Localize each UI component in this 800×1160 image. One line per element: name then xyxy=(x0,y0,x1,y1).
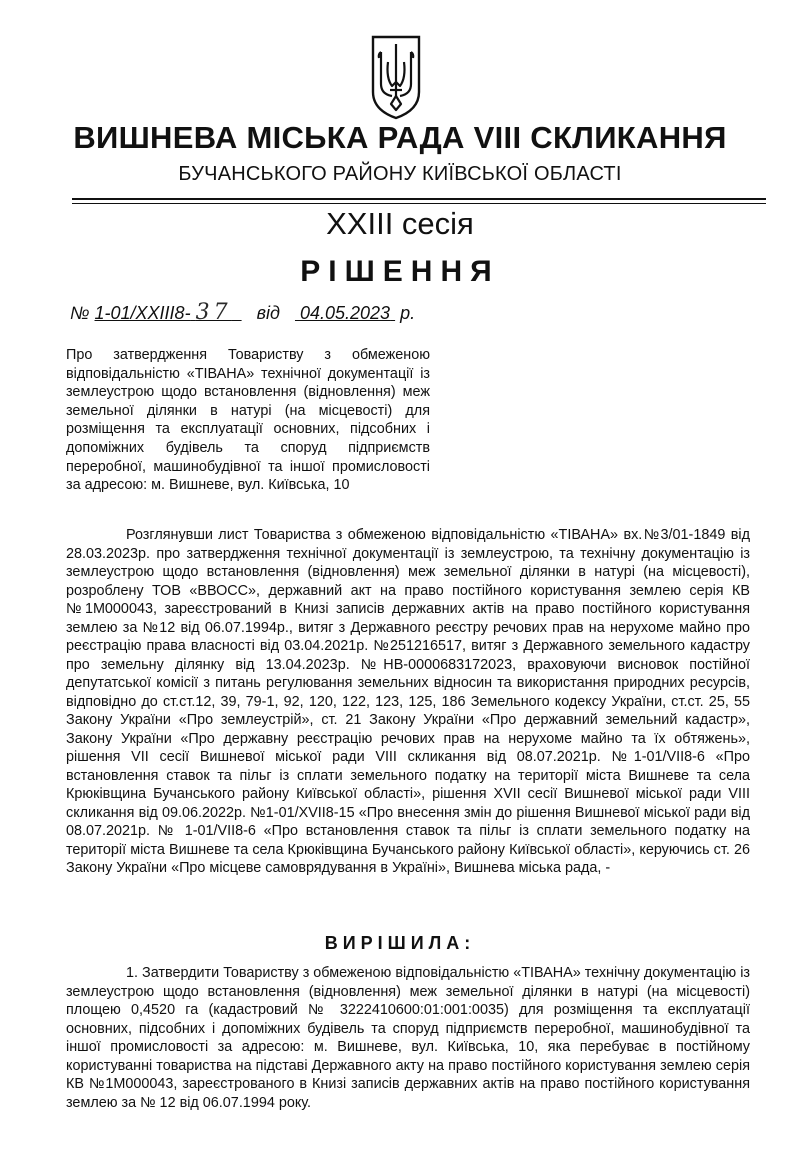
preamble-paragraph: Розглянувши лист Товариства з обмеженою відповідальністю «ТІВАНА» вх.№3/01-1849 від 28.03.2023р. про затвердження технічної документації із землеустрою, та технічну документацію із землеустрою щодо встановлення (відновлення) меж земельної ділянки в натурі (на місцевості), розроблену ТОВ «ВВОСС», державний акт на право постійного користування землею серія КВ №1М000043, зареєстрований в Книзі записів державних актів на право постійного користування землею за №12 від 06.07.1994р., витяг з Державного реєстру речових прав на нерухоме майно про реєстрацію права власності від 03.04.2021р. №251216517, витяг з Державного земельного кадастру про земельну ділянку від 13.04.2023р. №НВ-0000683172023, враховуючи висновок постійної депутатської комісії з питань регулювання земельних відносин та використання природних ресурсів, відповідно до ст.ст.12, 39, 79-1, 92, 120, 122, 123, 125, 186 Земельного кодексу України, ст.ст. 25, 55 Закону України «Про землеустрій», ст. 21 Закону України «Про державний земельний кадастр», Закону України «Про державну реєстрацію речових прав на нерухоме майно та їх обтяжень», рішення VII сесії Вишневої міської ради VIII скликання від 08.07.2021р. №1-01/VII8-6 «Про встановлення ставок та пільг із сплати земельного податку на території міста Вишневе та села Крюківщина Бучанського району Київської області», рішення XVII сесії Вишневої міської ради VIII скликання від 09.06.2022р. №1-01/XVII8-15 «Про внесення змін до рішення Вишневої міської ради від 08.07.2021р. № 1-01/VII8-6 «Про встановлення ставок та пільг із сплати земельного податку на території міста Вишневе та села Крюківщина Бучанського району Київської області», керуючись ст. 26 Закону України «Про місцеве самоврядування в Україні», Вишнева міська рада, - xyxy=(66,527,750,876)
number-prefix: № xyxy=(70,303,90,323)
header-divider xyxy=(72,198,766,200)
decision-number xyxy=(94,300,242,325)
decision-number-line xyxy=(70,300,770,326)
decision-number-printed: 1-01/XXIII8- xyxy=(94,303,191,323)
decision-title: РІШЕННЯ xyxy=(300,255,500,288)
resolved-heading: ВИРІШИЛА: xyxy=(324,933,476,953)
council-subtitle: БУЧАНСЬКОГО РАЙОНУ КИЇВСЬКОЇ ОБЛАСТІ xyxy=(178,163,622,185)
date-label: від xyxy=(256,303,280,323)
decision-subject: Про затвердження Товариству з обмеженою відповідальністю «ТІВАНА» технічної документації із землеустрою щодо встановлення (відновлення) меж земельної ділянки в натурі (на місцевості) для розміщення та експлуатації основних, підсобних і допоміжних будівель та споруд підприємств переробної, машинобудівної та іншої промисловості за адресою: м. Вишневе, вул. Київська, 10 xyxy=(66,347,430,494)
session-label: XXIII сесія xyxy=(326,206,474,241)
coat-of-arms-icon xyxy=(370,34,422,120)
year-suffix: р. xyxy=(400,303,416,323)
decision-date: 04.05.2023 xyxy=(299,303,391,323)
council-title: ВИШНЕВА МІСЬКА РАДА VIII СКЛИКАННЯ xyxy=(73,120,727,155)
decision-number-handwritten: 37 xyxy=(195,300,232,325)
resolution-item-1: 1. Затвердити Товариству з обмеженою відповідальністю «ТІВАНА» технічну документацію із землеустрою щодо встановлення (відновлення) меж земельної ділянки в натурі (на місцевості) площею 0,4520 га (кадастровий № 3222410600:01:001:0035) для розміщення та експлуатації основних, підсобних і допоміжних будівель та споруд підприємств переробної, машинобудівної та іншої промисловості за адресою: м. Вишневе, вул. Київська, 10, яка перебуває в постійному користуванні товариства на підставі Державного акту на право постійного користування землею серія КВ №1М000043, зареєстрованого в Книзі записів державних актів на право постійного користування землею за № 12 від 06.07.1994 року. xyxy=(66,965,751,1111)
